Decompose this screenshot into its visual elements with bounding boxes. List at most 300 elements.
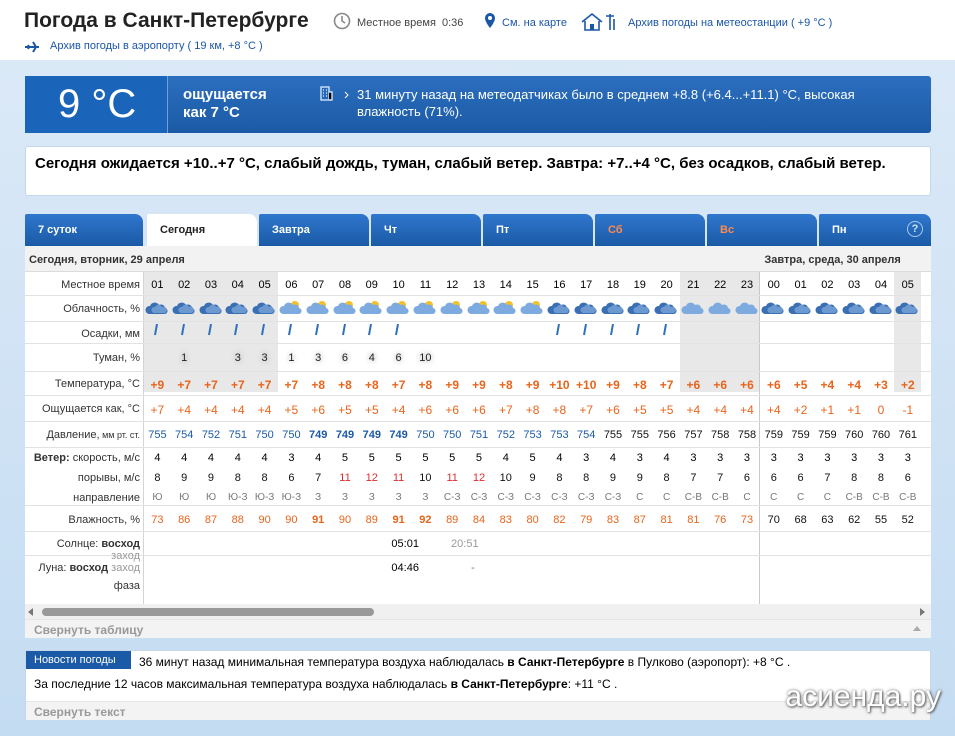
temp-cell: +8	[364, 378, 379, 392]
temp-cell: +9	[606, 378, 620, 392]
feels-like-value: как 7 °C	[183, 104, 240, 121]
hour-cell: 03	[204, 279, 218, 291]
feels-cell: +4	[766, 403, 781, 417]
wind-cell: 4	[663, 452, 670, 464]
label-moon-rise: восход	[66, 562, 109, 574]
chevron-right-icon	[344, 91, 350, 99]
hour-cell: 13	[472, 279, 486, 291]
direction-cell: С-В	[899, 492, 917, 503]
current-temp: 9 °C	[58, 82, 137, 126]
cloud-icon	[601, 299, 625, 317]
direction-cell: С-З	[443, 492, 461, 503]
direction-cell: С	[770, 492, 778, 503]
tab-label: Чт	[384, 224, 398, 236]
pressure-cell: 760	[845, 429, 864, 441]
wind-cell: 4	[207, 452, 215, 464]
raindrop-icon	[315, 323, 319, 335]
wind-cell: 3	[743, 452, 751, 464]
feels-cell: -1	[902, 403, 914, 417]
hour-cell: 19	[633, 279, 646, 291]
cloud-icon	[467, 299, 491, 317]
temp-cell: +7	[391, 378, 406, 392]
feels-like-label: ощущается	[183, 86, 267, 103]
raindrop-icon	[663, 323, 667, 335]
gusts-cell: 6	[797, 472, 804, 484]
label-sun-rise: восход	[98, 538, 140, 550]
fog-cell: 3	[315, 352, 322, 364]
hour-cell: 12	[446, 279, 459, 291]
feels-cell: +1	[820, 403, 835, 417]
wind-cell: 3	[824, 452, 831, 464]
day-1-header: Сегодня, вторник, 29 апреля	[29, 254, 185, 266]
tab-8[interactable]	[819, 214, 931, 246]
row-divider	[25, 295, 931, 296]
direction-cell: З	[395, 492, 402, 503]
temp-cell: +8	[418, 378, 433, 392]
temp-cell: +7	[204, 378, 218, 392]
airplane-icon	[24, 41, 40, 53]
temp-cell: +10	[549, 378, 570, 392]
day-2-header: Завтра, среда, 30 апреля	[764, 254, 901, 266]
temp-cell: +10	[576, 378, 597, 392]
feels-cell: +4	[204, 403, 218, 417]
raindrop-icon	[181, 323, 185, 335]
pressure-cell: 749	[389, 429, 408, 441]
map-link[interactable]: См. на карте	[502, 17, 567, 29]
news-line-2-prefix: За последние 12 часов максимальная температура воздуха наблюдалась	[34, 677, 451, 691]
hour-cell: 04	[874, 279, 888, 291]
tab-label: Пн	[832, 224, 847, 236]
news-badge: Новости погоды	[26, 651, 131, 669]
wind-cell: 3	[904, 452, 911, 464]
day-separator	[759, 246, 760, 606]
label-wind-speed-rest: скорость, м/с	[69, 452, 140, 464]
temp-cell: +6	[766, 378, 781, 392]
humidity-cell: 82	[553, 514, 566, 526]
raindrop-icon	[583, 323, 587, 335]
pressure-cell: 749	[362, 429, 381, 441]
pressure-cell: 750	[416, 429, 435, 441]
cloud-icon	[252, 299, 276, 317]
pressure-cell: 749	[309, 429, 328, 441]
label-temp: Температура, °C	[54, 378, 140, 390]
direction-cell: С-З	[604, 492, 622, 503]
hour-cell: 10	[392, 279, 405, 291]
humidity-cell: 84	[472, 514, 486, 526]
gusts-cell: 8	[234, 472, 241, 484]
label-moon-main: Луна:	[38, 562, 67, 574]
fog-cell: 4	[368, 352, 375, 364]
hour-cell: 03	[848, 279, 861, 291]
wind-cell: 5	[341, 452, 349, 464]
tab-5[interactable]	[483, 214, 593, 246]
tab-1[interactable]	[25, 214, 143, 246]
direction-cell: С-З	[551, 492, 568, 503]
label-humidity: Влажность, %	[68, 514, 140, 526]
wind-cell: 3	[797, 452, 804, 464]
humidity-cell: 62	[848, 514, 861, 526]
cloud-icon	[681, 299, 705, 317]
cloud-icon	[333, 299, 357, 317]
direction-cell: С	[662, 492, 671, 503]
news-line-2	[34, 677, 617, 691]
wind-cell: 4	[154, 452, 161, 464]
pressure-cell: 754	[175, 429, 194, 441]
cloud-icon	[199, 299, 223, 317]
raindrop-icon	[610, 323, 614, 335]
scroll-right-icon[interactable]	[920, 608, 926, 616]
temp-cell: +9	[525, 378, 540, 392]
wind-cell: 3	[717, 452, 724, 464]
pressure-cell: 760	[871, 429, 891, 441]
fog-cell: 3	[234, 352, 241, 364]
temp-cell: +7	[177, 378, 192, 392]
temp-cell: +4	[847, 378, 862, 392]
temp-cell: +3	[874, 378, 888, 392]
fog-cell: 6	[341, 352, 349, 364]
scrollbar-thumb[interactable]	[42, 608, 374, 616]
hour-cell: 08	[338, 279, 352, 291]
humidity-cell: 91	[392, 514, 405, 526]
direction-cell: С	[636, 492, 644, 503]
feels-cell: +6	[606, 403, 620, 417]
hour-cell: 00	[767, 279, 780, 291]
cloud-icon	[279, 299, 303, 317]
raindrop-icon	[342, 323, 346, 335]
direction-cell: С-В	[684, 492, 703, 503]
tab-label: Сб	[608, 224, 623, 236]
cloud-icon	[493, 299, 517, 317]
pressure-cell: 755	[603, 429, 623, 441]
label-sun	[25, 538, 144, 562]
direction-cell: Ю	[205, 492, 217, 503]
feels-cell: +1	[847, 403, 862, 417]
gusts-cell: 7	[690, 472, 697, 484]
hour-cell: 11	[419, 279, 432, 291]
pressure-cell: 749	[335, 429, 355, 441]
hour-cell: 07	[312, 279, 325, 291]
humidity-cell: 89	[365, 514, 378, 526]
collapse-table-label: Свернуть таблицу	[34, 623, 144, 637]
temp-cell: +7	[284, 378, 299, 392]
humidity-cell: 83	[499, 514, 512, 526]
humidity-cell: 80	[526, 514, 539, 526]
wind-cell: 3	[690, 452, 697, 464]
feels-cell: +7	[150, 403, 165, 417]
cloud-icon	[547, 299, 571, 317]
gusts-cell: 10	[419, 472, 432, 484]
hour-cell: 06	[285, 279, 298, 291]
direction-cell: Ю-З	[281, 492, 302, 503]
row-divider	[25, 505, 931, 506]
wind-cell: 3	[636, 452, 643, 464]
cloud-icon	[172, 299, 196, 317]
wind-cell: 3	[851, 452, 858, 464]
temp-cell: +8	[498, 378, 513, 392]
gusts-cell: 9	[636, 472, 643, 484]
cloud-icon	[842, 299, 866, 317]
news-line-2-suffix: : +11 °C .	[567, 677, 618, 691]
temp-cell: +2	[900, 378, 915, 392]
hour-cell: 17	[580, 279, 593, 291]
humidity-cell: 73	[740, 514, 754, 526]
hour-cell: 14	[499, 279, 512, 291]
humidity-cell: 90	[338, 514, 352, 526]
humidity-cell: 70	[767, 514, 780, 526]
gusts-cell: 10	[499, 472, 512, 484]
direction-cell: С	[796, 492, 805, 503]
gusts-cell: 9	[609, 472, 617, 484]
news-line-1	[139, 655, 790, 669]
direction-cell: С-В	[711, 492, 729, 503]
cloud-icon	[815, 299, 839, 317]
sunrise-cell: 05:01	[391, 538, 419, 550]
gusts-cell: 8	[154, 472, 161, 484]
tab-label: 7 суток	[38, 224, 78, 236]
humidity-cell: 91	[312, 514, 325, 526]
raindrop-icon	[395, 323, 399, 335]
label-moon	[25, 562, 144, 574]
direction-cell: З	[315, 492, 322, 503]
pressure-cell: 750	[282, 429, 301, 441]
feels-cell: +6	[418, 403, 433, 417]
weather-station-icon	[580, 10, 624, 32]
collapse-table-button[interactable]	[25, 619, 931, 638]
airport-archive-link[interactable]: Архив погоды в аэропорту ( 19 км, +8 °C )	[50, 40, 263, 52]
label-direction: направление	[73, 492, 140, 504]
raindrop-icon	[368, 323, 372, 335]
hour-cell: 16	[553, 279, 566, 291]
moonset-cell: -	[471, 562, 475, 574]
humidity-cell: 86	[178, 514, 191, 526]
humidity-cell: 87	[633, 514, 646, 526]
tab-label: Сегодня	[160, 224, 206, 236]
cloud-icon	[145, 299, 169, 317]
label-clouds: Облачность, %	[63, 303, 140, 315]
fog-cell: 1	[288, 352, 295, 364]
direction-cell: Ю	[179, 492, 190, 503]
feels-cell: 0	[877, 403, 885, 417]
gusts-cell: 11	[339, 472, 351, 484]
gusts-cell: 9	[207, 472, 215, 484]
temp-cell: +7	[659, 378, 674, 392]
tab-label: Пт	[496, 224, 510, 236]
pressure-cell: 761	[898, 429, 917, 441]
horizontal-scrollbar[interactable]	[25, 604, 931, 619]
cloud-icon	[520, 299, 544, 317]
feels-like	[183, 86, 267, 122]
temp-cell: +8	[338, 378, 352, 392]
cloud-icon	[788, 299, 812, 317]
hour-cell: 04	[231, 279, 244, 291]
humidity-cell: 88	[231, 514, 244, 526]
feels-cell: +8	[525, 403, 540, 417]
humidity-cell: 89	[446, 514, 459, 526]
wind-cell: 4	[502, 452, 509, 464]
hour-cell: 05	[258, 279, 271, 291]
gusts-cell: 8	[261, 472, 268, 484]
row-divider	[25, 555, 931, 556]
humidity-cell: 81	[687, 514, 700, 526]
label-wind-speed	[25, 452, 144, 464]
cloud-icon	[654, 299, 678, 317]
cloud-icon	[869, 299, 893, 317]
cloud-icon	[708, 299, 732, 317]
cloud-icon	[574, 299, 598, 317]
row-divider	[25, 321, 931, 322]
temp-cell: +9	[150, 378, 165, 392]
gusts-cell: 7	[717, 472, 724, 484]
hour-cell: 02	[178, 279, 191, 291]
humidity-cell: 90	[285, 514, 298, 526]
hour-cell: 02	[821, 279, 834, 291]
raindrop-icon	[288, 323, 292, 335]
direction-cell: С-В	[872, 492, 890, 503]
pressure-cell: 757	[684, 429, 703, 441]
pressure-cell: 750	[255, 429, 274, 441]
gusts-cell: 6	[288, 472, 295, 484]
gusts-cell: 8	[556, 472, 563, 484]
label-feels: Ощущается как, °C	[41, 403, 140, 415]
direction-cell: З	[368, 492, 375, 503]
label-gusts: порывы, м/с	[77, 472, 140, 484]
feels-cell: +7	[498, 403, 513, 417]
feels-cell: +2	[793, 403, 808, 417]
humidity-cell: 81	[660, 514, 673, 526]
feels-cell: +5	[364, 403, 379, 417]
collapse-arrow-icon[interactable]	[913, 626, 921, 631]
help-icon[interactable]: ?	[907, 221, 923, 237]
tab-label: Вс	[720, 224, 735, 236]
pressure-cell: 758	[737, 429, 757, 441]
gusts-cell: 7	[824, 472, 831, 484]
wind-cell: 5	[449, 452, 456, 464]
cloud-icon	[359, 299, 383, 317]
day-tabs	[25, 214, 931, 246]
direction-cell: З	[422, 492, 429, 503]
forecast-summary: Сегодня ожидается +10..+7 °C, слабый дождь, туман, слабый ветер. Завтра: +7..+4 °C, без осадков, слабый ветер.	[25, 146, 931, 196]
tab-4[interactable]	[371, 214, 481, 246]
feels-cell: +4	[177, 403, 192, 417]
wind-cell: 5	[529, 452, 536, 464]
wind-cell: 3	[877, 452, 885, 464]
wind-cell: 3	[288, 452, 295, 464]
temp-cell: +8	[311, 378, 326, 392]
label-pressure-unit: мм рт. ст.	[99, 430, 140, 440]
temp-cell: +7	[230, 378, 245, 392]
direction-cell: С-З	[497, 492, 515, 503]
gusts-cell: 9	[181, 472, 188, 484]
humidity-cell: 52	[901, 514, 914, 526]
feels-cell: +4	[391, 403, 406, 417]
label-sun-main: Солнце:	[56, 538, 99, 550]
hour-cell: 20	[660, 279, 673, 291]
temp-cell: +7	[257, 378, 272, 392]
humidity-cell: 79	[580, 514, 593, 526]
fog-cell: 6	[395, 352, 402, 364]
wind-cell: 5	[475, 452, 483, 464]
row-divider	[25, 343, 931, 344]
gusts-cell: 8	[851, 472, 858, 484]
feels-cell: +4	[740, 403, 754, 417]
gusts-cell: 12	[365, 472, 378, 484]
local-time: 0:36	[442, 17, 464, 29]
collapse-text-button[interactable]: Свернуть текст	[26, 701, 930, 720]
news-line-1-suffix: в Пулково (аэропорт): +8 °C .	[624, 655, 791, 669]
moon-phase-icon	[444, 579, 460, 601]
temp-cell: +8	[632, 378, 647, 392]
row-divider	[25, 371, 931, 372]
direction-cell: Ю-З	[254, 492, 275, 503]
hour-cell: 22	[714, 279, 727, 291]
tab-7[interactable]	[707, 214, 817, 246]
feels-cell: +4	[230, 403, 245, 417]
cloud-icon	[413, 299, 437, 317]
humidity-cell: 63	[821, 514, 834, 526]
direction-cell: С-З	[470, 492, 488, 503]
cloud-icon	[895, 299, 919, 317]
direction-cell: Ю	[152, 492, 163, 503]
hour-cell: 18	[606, 279, 620, 291]
news-line-1-prefix: 36 минут назад минимальная температура воздуха наблюдалась	[139, 655, 508, 669]
temp-cell: +6	[686, 378, 701, 392]
cloud-icon	[386, 299, 410, 317]
raindrop-icon	[636, 323, 640, 335]
cloud-icon	[225, 299, 249, 317]
gusts-cell: 6	[770, 472, 777, 484]
label-precip: Осадки, мм	[81, 328, 140, 340]
row-divider	[25, 531, 931, 532]
feels-cell: +4	[257, 403, 272, 417]
direction-cell: С	[743, 492, 751, 503]
pressure-cell: 751	[469, 429, 489, 441]
temp-cell: +6	[740, 378, 754, 392]
sunset-cell: 20:51	[451, 538, 479, 550]
cloud-icon	[627, 299, 651, 317]
tab-6[interactable]	[595, 214, 705, 246]
wind-cell: 5	[422, 452, 429, 464]
tab-2[interactable]	[147, 214, 257, 246]
humidity-cell: 83	[606, 514, 620, 526]
feels-cell: +5	[284, 403, 299, 417]
feels-cell: +4	[713, 403, 728, 417]
wind-cell: 4	[261, 452, 268, 464]
pressure-cell: 751	[228, 429, 247, 441]
feels-cell: +4	[686, 403, 701, 417]
feels-cell: +5	[659, 403, 674, 417]
gusts-cell: 12	[472, 472, 486, 484]
feels-cell: +6	[311, 403, 326, 417]
hour-cell: 05	[901, 279, 914, 291]
direction-cell: Ю-З	[228, 492, 248, 503]
label-moon-set: заход	[108, 562, 140, 574]
gusts-cell: 9	[529, 472, 536, 484]
station-archive-link[interactable]: Архив погоды на метеостанции ( +9 °C )	[628, 17, 833, 29]
cloud-icon	[761, 299, 785, 317]
feels-cell: +6	[472, 403, 486, 417]
current-message: 31 минуту назад на метеодатчиках было в среднем +8.8 (+6.4...+11.1) °C, высокая влажность (71%).	[357, 87, 855, 119]
direction-cell: С-З	[577, 492, 595, 503]
cloud-icon	[306, 299, 330, 317]
pressure-cell: 752	[496, 429, 515, 441]
humidity-cell: 92	[419, 514, 432, 526]
page-title: Погода в Санкт-Петербурге	[24, 9, 309, 32]
temp-cell: +9	[472, 378, 486, 392]
direction-cell: С-В	[845, 492, 863, 503]
tab-3[interactable]	[259, 214, 369, 246]
pressure-cell: 759	[791, 429, 810, 441]
scroll-left-icon[interactable]	[28, 608, 34, 616]
